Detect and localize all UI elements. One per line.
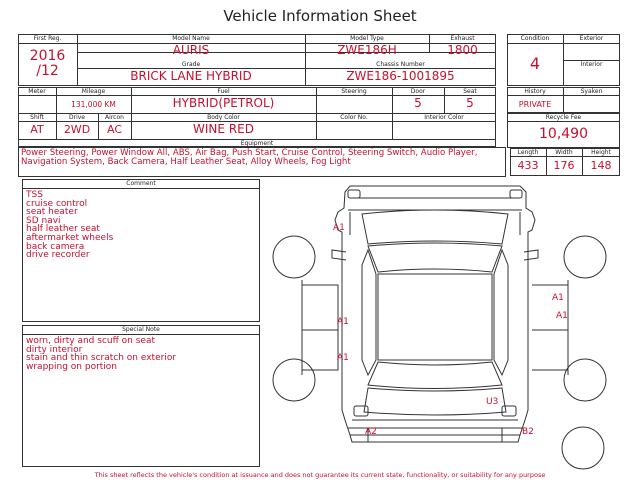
spare-wheel bbox=[562, 427, 604, 469]
length-value: 433 bbox=[517, 159, 539, 172]
body-color-label: Body Color bbox=[207, 114, 240, 121]
comment-item: seat heater bbox=[26, 207, 78, 218]
recycle-fee-value: 10,490 bbox=[539, 126, 588, 142]
disclaimer-footer: This sheet reflects the vehicle's condition at issuance and does not guarantee its current state, functionality, or suitability for any purpose bbox=[94, 471, 546, 479]
drive-value: 2WD bbox=[63, 123, 91, 136]
syaken-label: Syaken bbox=[580, 88, 603, 95]
chassis-number-label: Chassis Number bbox=[376, 61, 425, 68]
damage-mark: A1 bbox=[556, 311, 568, 321]
equipment-value: Power Steering, Power Window All, ABS, Air Bag, Push Start, Cruise Control, Steering Switch, Audio Player, Navigation System, Back Camera, Half Leather Seat, Alloy Wheels, Fog Light bbox=[21, 148, 478, 167]
exterior-label: Exterior bbox=[579, 35, 604, 42]
first-reg-year: 2016 bbox=[29, 48, 66, 64]
aircon-label: Aircon bbox=[105, 114, 124, 121]
first-reg-month: /12 bbox=[36, 63, 59, 79]
grade-label: Grade bbox=[181, 61, 201, 68]
door-value: 5 bbox=[414, 96, 422, 110]
steering-label: Steering bbox=[341, 88, 367, 95]
comment-item: drive recorder bbox=[26, 250, 90, 261]
model-name-label: Model Name bbox=[172, 35, 210, 42]
comment-item: back camera bbox=[26, 241, 85, 252]
wheel-front-right bbox=[564, 236, 606, 278]
condition-label: Condition bbox=[520, 35, 550, 42]
model-type-label: Model Type bbox=[350, 35, 384, 42]
seat-value: 5 bbox=[466, 96, 474, 110]
fuel-label: Fuel bbox=[217, 88, 230, 95]
interior-label: Interior bbox=[580, 61, 603, 68]
interior-color-label: Interior Color bbox=[424, 114, 464, 121]
first-reg-label: First Reg. bbox=[33, 35, 62, 42]
recycle-fee-label: Recycle Fee bbox=[545, 114, 582, 121]
fuel-value: HYBRID(PETROL) bbox=[172, 96, 275, 110]
color-no-label: Color No. bbox=[340, 114, 368, 121]
height-value: 148 bbox=[590, 159, 612, 172]
model-type-value: ZWE186H bbox=[337, 43, 397, 57]
width-label: Width bbox=[555, 149, 573, 156]
shift-label: Shift bbox=[30, 114, 44, 121]
seat-label: Seat bbox=[463, 88, 477, 95]
special-note-list bbox=[26, 337, 256, 371]
comment-item: SD navi bbox=[26, 215, 61, 226]
special-note-item: worn, dirty and scuff on seat bbox=[26, 336, 156, 346]
damage-mark: U3 bbox=[486, 397, 499, 407]
page-title: Vehicle Information Sheet bbox=[223, 7, 417, 25]
shift-value: AT bbox=[30, 123, 44, 136]
mileage-value: 131,000 KM bbox=[71, 100, 116, 109]
damage-mark: A1 bbox=[552, 293, 564, 303]
drive-label: Drive bbox=[69, 114, 85, 121]
exhaust-value: 1800 bbox=[447, 43, 478, 57]
door-label: Door bbox=[410, 88, 426, 95]
exhaust-label: Exhaust bbox=[450, 35, 475, 42]
grade-value: BRICK LANE HYBRID bbox=[130, 69, 252, 83]
special-note-item: stain and thin scratch on exterior bbox=[26, 353, 177, 364]
wheel-rear-right bbox=[564, 359, 606, 401]
damage-mark: A2 bbox=[365, 427, 377, 437]
special-note-item: wrapping on portion bbox=[26, 361, 118, 372]
meter-label: Meter bbox=[28, 88, 46, 95]
comment-item: half leather seat bbox=[26, 224, 100, 235]
comment-label: Comment bbox=[126, 180, 156, 187]
equipment-label: Equipment bbox=[240, 140, 274, 147]
comment-item: aftermarket wheels bbox=[26, 232, 114, 243]
chassis-number-value: ZWE186-1001895 bbox=[346, 69, 455, 83]
comment-list bbox=[26, 191, 256, 260]
damage-mark: A1 bbox=[337, 353, 349, 363]
comment-item: cruise control bbox=[26, 198, 88, 209]
history-value: PRIVATE bbox=[518, 100, 552, 109]
condition-value: 4 bbox=[529, 54, 541, 73]
damage-mark: A1 bbox=[333, 223, 345, 233]
wheel-rear-left bbox=[273, 359, 315, 401]
history-label: History bbox=[524, 88, 546, 95]
special-note-label: Special Note bbox=[122, 326, 160, 333]
car-body-outline bbox=[335, 186, 535, 435]
damage-mark: B2 bbox=[522, 427, 534, 437]
aircon-value: AC bbox=[106, 123, 122, 136]
special-note-item: dirty interior bbox=[26, 344, 83, 355]
damage-mark: A1 bbox=[337, 317, 349, 327]
body-color-value: WINE RED bbox=[193, 122, 254, 136]
length-label: Length bbox=[517, 149, 539, 156]
model-name-value: AURIS bbox=[172, 43, 210, 57]
comment-item: TSS bbox=[26, 190, 43, 200]
width-value: 176 bbox=[553, 159, 575, 172]
mileage-label: Mileage bbox=[81, 88, 106, 95]
car-damage-diagram bbox=[270, 180, 630, 470]
wheel-front-left bbox=[273, 236, 315, 278]
height-label: Height bbox=[591, 149, 611, 156]
